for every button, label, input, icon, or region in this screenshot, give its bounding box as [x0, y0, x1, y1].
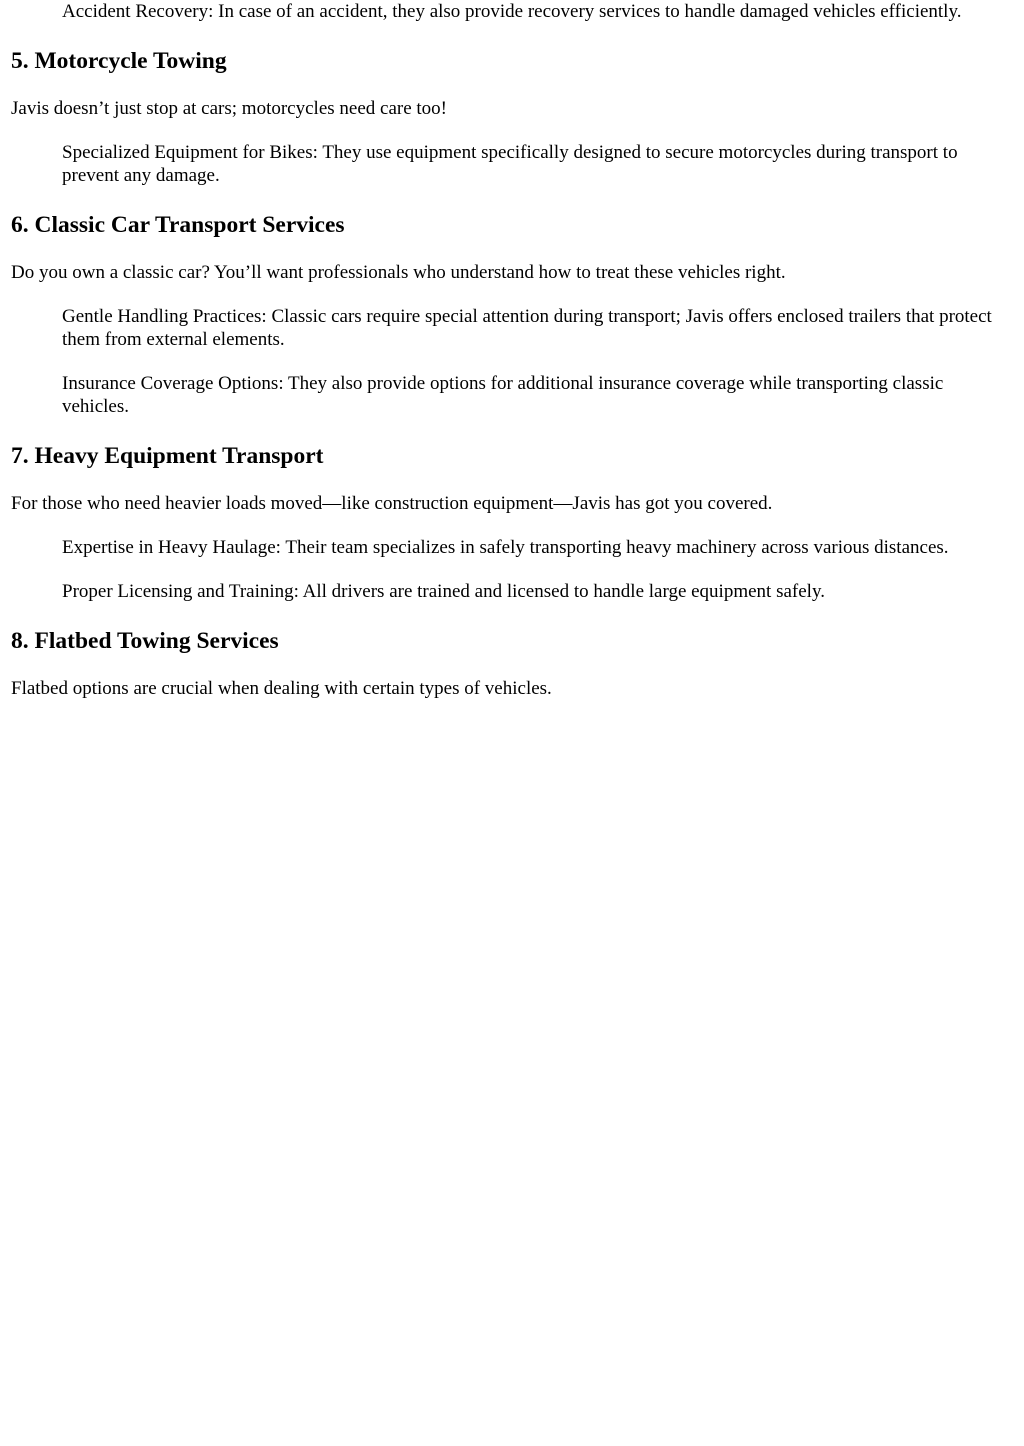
section-intro-flatbed-towing: Flatbed options are crucial when dealing with certain types of vehicles.: [11, 678, 552, 699]
list-item-licensing-training: Proper Licensing and Training: All drivers are trained and licensed to handle large equipment safely.: [62, 581, 825, 602]
list-item-gentle-handling: Gentle Handling Practices: Classic cars require special attention during transport; Javis offers enclosed trailers that protect them from external elements.: [62, 306, 992, 350]
list-item-specialized-equipment: Specialized Equipment for Bikes: They use equipment specifically designed to secure motorcycles during transport to prevent any damage.: [62, 142, 958, 186]
list-item-insurance-coverage: Insurance Coverage Options: They also provide options for additional insurance coverage while transporting classic vehicles.: [62, 373, 944, 417]
section-heading-classic-car-transport: 6. Classic Car Transport Services: [11, 212, 345, 238]
section-intro-motorcycle-towing: Javis doesn’t just stop at cars; motorcycles need care too!: [11, 98, 447, 119]
section-intro-classic-car-transport: Do you own a classic car? You’ll want professionals who understand how to treat these vehicles right.: [11, 262, 786, 283]
document-page: [0, 0, 1024, 700]
section-heading-heavy-equipment-transport: 7. Heavy Equipment Transport: [11, 443, 324, 469]
section-heading-flatbed-towing: 8. Flatbed Towing Services: [11, 628, 279, 654]
section-heading-motorcycle-towing: 5. Motorcycle Towing: [11, 48, 227, 74]
section-intro-heavy-equipment-transport: For those who need heavier loads moved—like construction equipment—Javis has got you covered.: [11, 493, 773, 514]
list-item-accident-recovery: Accident Recovery: In case of an accident, they also provide recovery services to handle damaged vehicles efficiently.: [62, 1, 962, 22]
list-item-heavy-haulage: Expertise in Heavy Haulage: Their team specializes in safely transporting heavy machinery across various distances.: [62, 537, 949, 558]
